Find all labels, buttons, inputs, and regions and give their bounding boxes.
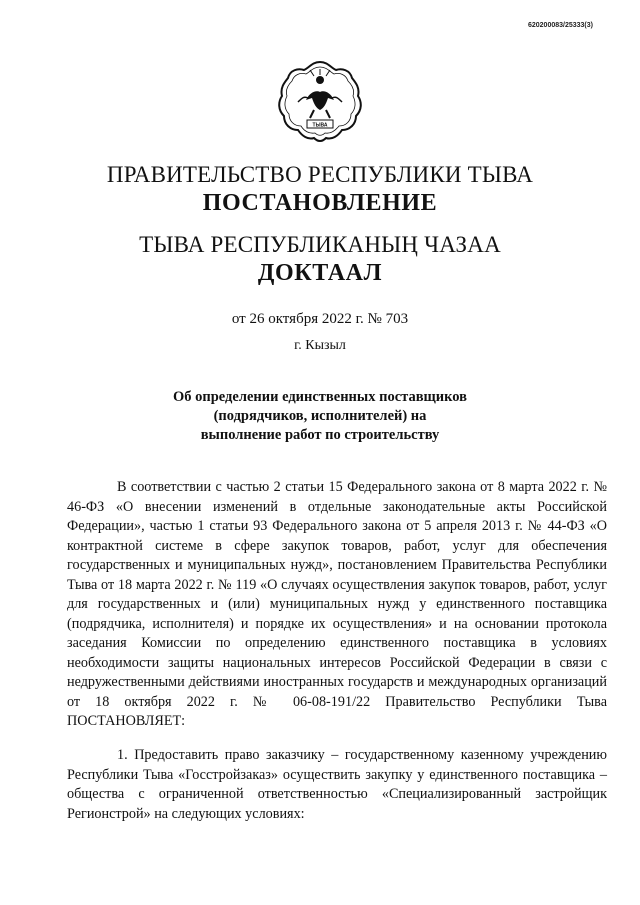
decree-title-tyva: ДОКТААЛ (257, 260, 383, 286)
decree-title-ru: ПОСТАНОВЛЕНИЕ (202, 190, 438, 216)
subject-line: (подрядчиков, исполнителей) на (213, 408, 427, 424)
preamble-paragraph: В соответствии с частью 2 статьи 15 Федерального закона от 8 марта 2022 г. № 46-ФЗ «О внесении изменений в отдельные законодательные акты Российской Федерации», частью 1 статьи 93 Федерального закона от 5 апреля 2013 г. № 44-ФЗ «О контрактной системе в сфере закупок товаров, работ, услуг для обеспечения государственных и муниципальных нужд», постановлением Правительства Республики Тыва от 18 марта 2022 г. № 119 «О случаях осуществления закупок товаров, работ, услуг для государственных и (или) муниципальных нужд у единственного поставщика (подрядчика, исполнителя) и порядке их осуществления» и на основании протокола заседания Комиссии по определению единственного поставщика в условиях необходимости защиты национальных интересов Российской Федерации в связи с недружественными действиями иностранных государств и международных организаций от 18 октября 2022 г. № 06-08-191/22 Правительство Республики Тыва ПОСТАНОВЛЯЕТ: (67, 479, 607, 729)
decree-date-number: от 26 октября 2022 г. № 703 (231, 311, 409, 327)
emblem-banner-text: ТЫВА (312, 122, 328, 129)
clause-1-paragraph: 1. Предоставить право заказчику – государственному казенному учреждению Республики Тыва «Госстройзаказ» осуществить закупку у единственного поставщика – общества с ограниченной ответственностью «Специализированный застройщик Регионстрой» на следующих условиях: (67, 747, 607, 822)
decree-city: г. Кызыл (294, 338, 346, 353)
decree-subject (0, 388, 640, 445)
tyva-coat-of-arms-icon (276, 58, 364, 146)
government-title-tyva: ТЫВА РЕСПУБЛИКАНЫҢ ЧАЗАА (139, 232, 501, 257)
subject-line: Об определении единственных поставщиков (172, 389, 467, 405)
document-code: 620200083/25333(3) (527, 22, 593, 29)
subject-line: выполнение работ по строительству (200, 427, 440, 443)
government-title-ru: ПРАВИТЕЛЬСТВО РЕСПУБЛИКИ ТЫВА (106, 162, 534, 187)
